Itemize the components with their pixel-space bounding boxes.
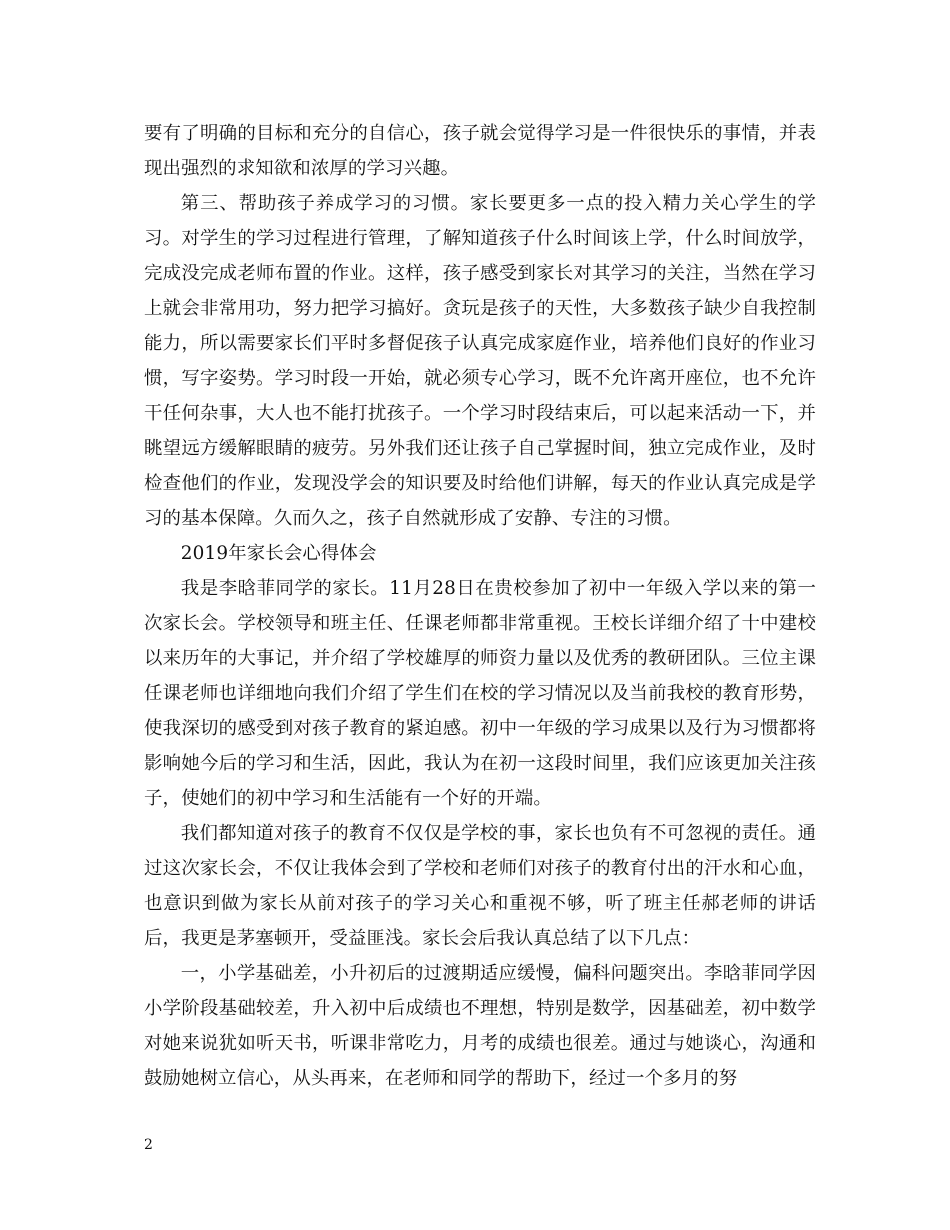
paragraph: 第三、帮助孩子养成学习的习惯。家长要更多一点的投入精力关心学生的学习。对学生的学习过程进行管理，了解知道孩子什么时间该上学，什么时间放学，完成没完成老师布置的作业。这样，孩子感受到家长对其学习的关注，当然在学习上就会非常用功，努力把学习搞好。贪玩是孩子的天性，大多数孩子缺少自我控制能力，所以需要家长们平时多督促孩子认真完成家庭作业，培养他们良好的作业习惯，写字姿势。学习时段一开始，就必须专心学习，既不允许离开座位，也不允许干任何杂事，大人也不能打扰孩子。一个学习时段结束后，可以起来活动一下，并眺望远方缓解眼睛的疲劳。另外我们还让孩子自己掌握时间，独立完成作业，及时检查他们的作业，发现没学会的知识要及时给他们讲解，每天的作业认真完成是学习的基本保障。久而久之，孩子自然就形成了安静、专注的习惯。: [144, 193, 816, 529]
page-number: 2: [144, 1137, 153, 1153]
paragraph: 一，小学基础差，小升初后的过渡期适应缓慢，偏科问题突出。李晗菲同学因小学阶段基础较差，升入初中后成绩也不理想，特别是数学，因基础差，初中数学对她来说犹如听天书，听课非常吃力，月考的成绩也很差。通过与她谈心，沟通和鼓励她树立信心，从头再来，在老师和同学的帮助下，经过一个多月的努: [144, 963, 816, 1089]
paragraph: 要有了明确的目标和充分的自信心，孩子就会觉得学习是一件很快乐的事情，并表现出强烈的求知欲和浓厚的学习兴趣。: [144, 123, 816, 179]
document-body: [144, 116, 816, 1096]
section-heading: 2019年家长会心得体会: [180, 543, 377, 564]
paragraph: 我是李晗菲同学的家长。11月28日在贵校参加了初中一年级入学以来的第一次家长会。学校领导和班主任、任课老师都非常重视。王校长详细介绍了十中建校以来历年的大事记，并介绍了学校雄厚的师资力量以及优秀的教研团队。三位主课任课老师也详细地向我们介绍了学生们在校的学习情况以及当前我校的教育形势，使我深切的感受到对孩子教育的紧迫感。初中一年级的学习成果以及行为习惯都将影响她今后的学习和生活，因此，我认为在初一这段时间里，我们应该更加关注孩子，使她们的初中学习和生活能有一个好的开端。: [144, 578, 816, 809]
paragraph: 我们都知道对孩子的教育不仅仅是学校的事，家长也负有不可忽视的责任。通过这次家长会，不仅让我体会到了学校和老师们对孩子的教育付出的汗水和心血，也意识到做为家长从前对孩子的学习关心和重视不够，听了班主任郝老师的讲话后，我更是茅塞顿开，受益匪浅。家长会后我认真总结了以下几点：: [144, 823, 816, 949]
